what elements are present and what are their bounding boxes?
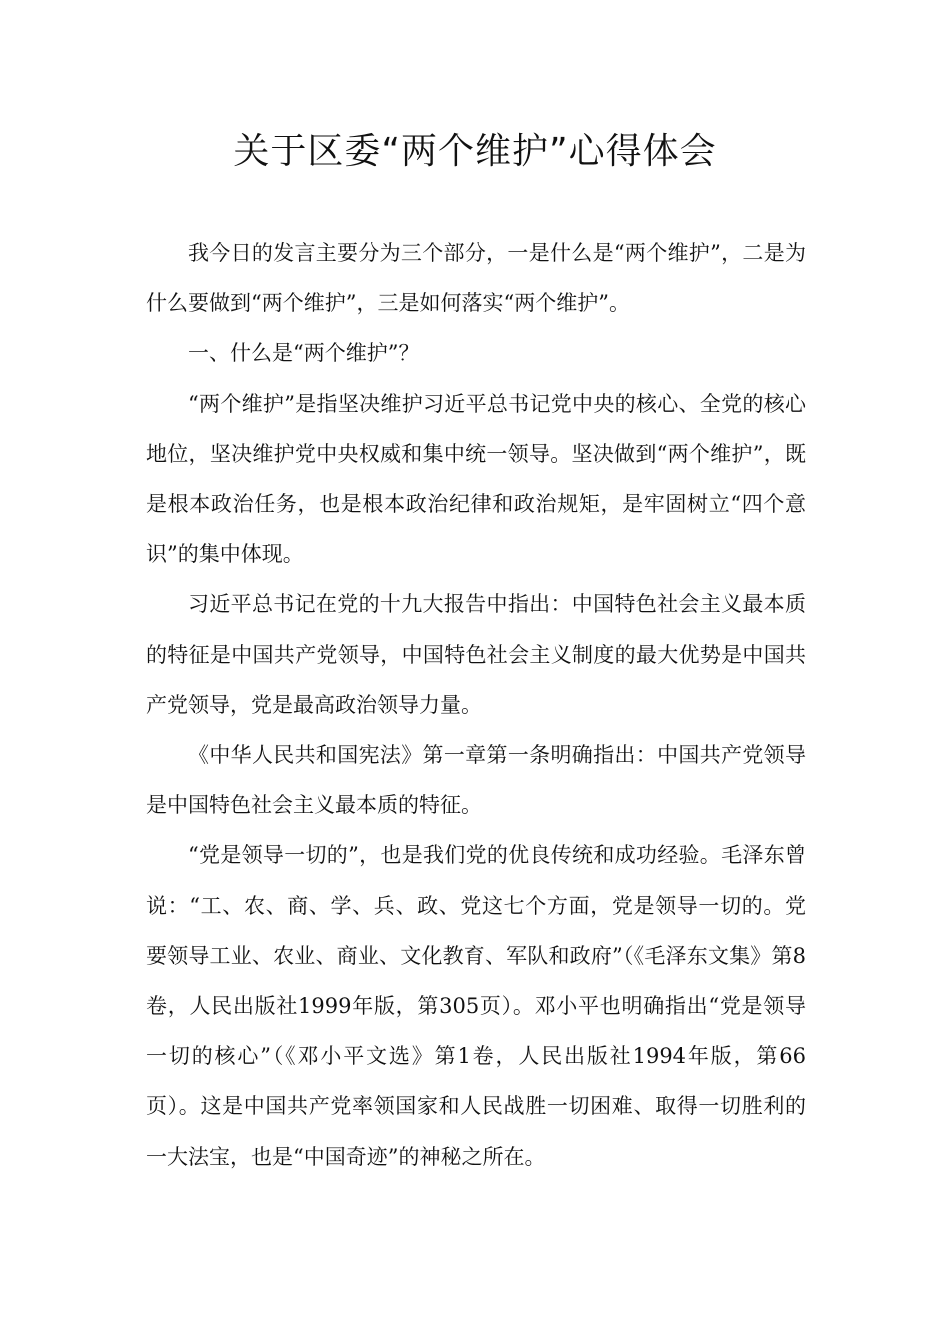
paragraph-nineteenth-congress: 习近平总书记在党的十九大报告中指出：中国特色社会主义最本质的特征是中国共产党领导，中国特色社会主义制度的最大优势是中国共产党领导，党是最高政治领导力量。 bbox=[146, 592, 806, 717]
document-body bbox=[146, 228, 806, 1182]
section-heading-1: 一、什么是“两个维护”？ bbox=[188, 341, 420, 366]
paragraph-definition: “两个维护”是指坚决维护习近平总书记党中央的核心、全党的核心地位，坚决维护党中央权威和集中统一领导。坚决做到“两个维护”，既是根本政治任务，也是根本政治纪律和政治规矩，是牢固树立“四个意识”的集中体现。 bbox=[146, 391, 806, 567]
paragraph-party-leads-all: “党是领导一切的”，也是我们党的优良传统和成功经验。毛泽东曾说：“工、农、商、学、兵、政、党这七个方面，党是领导一切的。党要领导工业、农业、商业、文化教育、军队和政府”（《毛泽东文集》第8卷，人民出版社1999年版，第305页）。邓小平也明确指出“党是领导一切的核心”（《邓小平文选》第1卷，人民出版社1994年版，第66页）。这是中国共产党率领国家和人民战胜一切困难、取得一切胜利的一大法宝，也是“中国奇迹”的神秘之所在。 bbox=[146, 843, 806, 1169]
paragraph-constitution: 《中华人民共和国宪法》第一章第一条明确指出：中国共产党领导是中国特色社会主义最本质的特征。 bbox=[146, 743, 806, 818]
paragraph-intro: 我今日的发言主要分为三个部分，一是什么是“两个维护”，二是为什么要做到“两个维护”，三是如何落实“两个维护”。 bbox=[146, 241, 806, 316]
document-title: 关于区委“两个维护”心得体会 bbox=[233, 131, 717, 172]
